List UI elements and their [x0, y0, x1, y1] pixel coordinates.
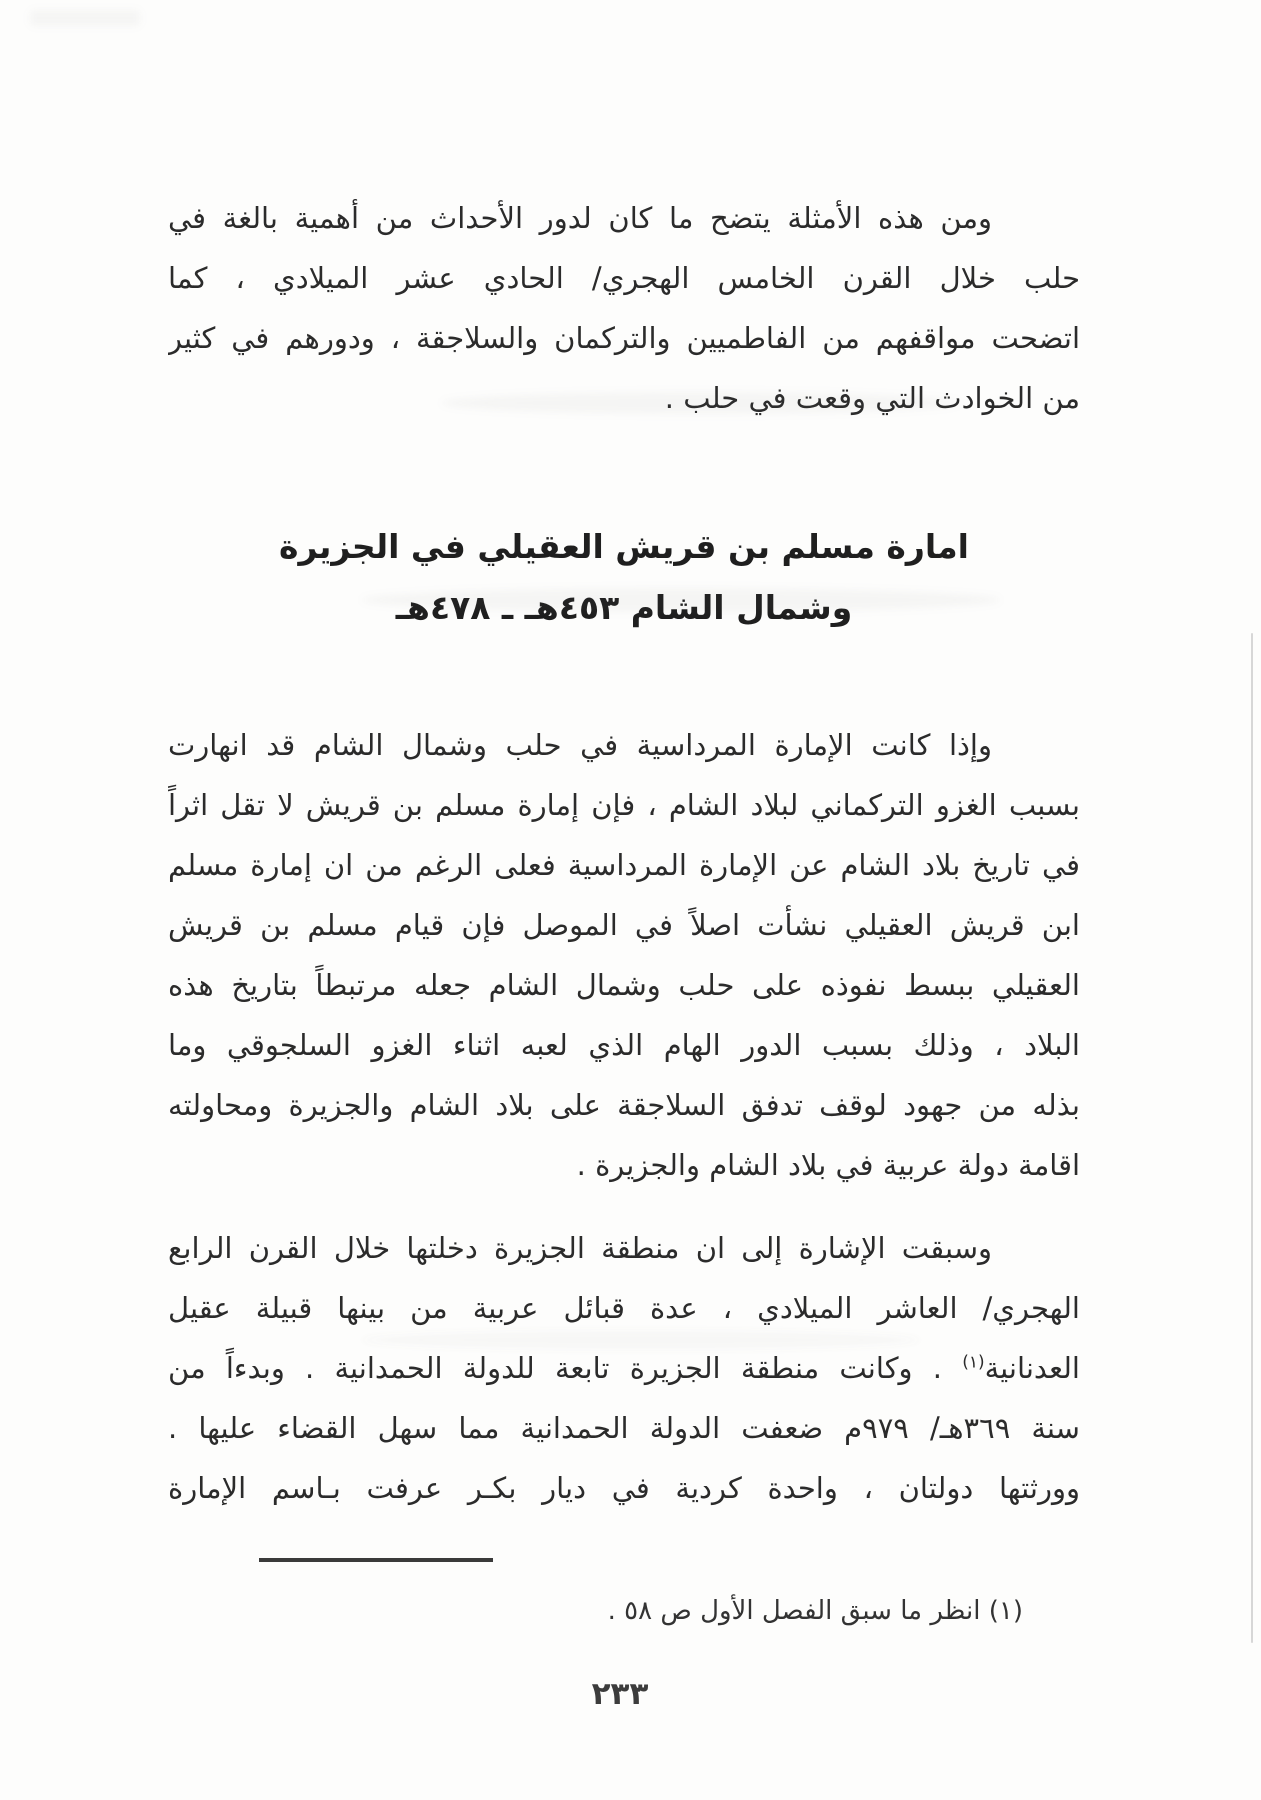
page-number: ٢٣٣	[591, 1676, 649, 1712]
text-line: الهجري/ العاشر الميلادي ، عدة قبائل عربية من بينها قبيلة عقيل	[168, 1291, 1080, 1325]
text-line: من الخوادث التي وقعت في حلب .	[664, 381, 1080, 415]
text-line: بذله من جهود لوقف تدفق السلاجقة على بلاد الشام والجزيرة ومحاولته	[168, 1088, 1080, 1122]
text-line: بسبب الغزو التركماني لبلاد الشام ، فإن إمارة مسلم بن قريش لا تقل اثراً	[168, 788, 1080, 822]
footnote-text: (١) انظر ما سبق الفصل الأول ص ٥٨ .	[607, 1596, 1023, 1626]
footnote-divider	[259, 1558, 493, 1562]
footnote-reference-marker: (١)	[962, 1352, 985, 1373]
text-line: البلاد ، وذلك بسبب الدور الهام الذي لعبه اثناء الغزو السلجوقي وما	[168, 1028, 1080, 1062]
text-line: سنة ٣٦٩هـ/ ٩٧٩م ضعفت الدولة الحمدانية مما سهل القضاء عليها .	[168, 1411, 1080, 1445]
text-line: اتضحت مواقفهم من الفاطميين والتركمان والسلاجقة ، ودورهم في كثير	[168, 321, 1080, 355]
scan-smudge-artifact	[30, 10, 140, 26]
text-segment: العدنانية	[984, 1351, 1080, 1385]
second-paragraph	[168, 1218, 1080, 1518]
scan-edge-line-artifact	[1251, 633, 1253, 1643]
intro-paragraph	[168, 188, 1080, 428]
text-line: وإذا كانت الإمارة المرداسية في حلب وشمال الشام قد انهارت	[168, 728, 992, 762]
text-line: في تاريخ بلاد الشام عن الإمارة المرداسية فعلى الرغم من ان إمارة مسلم	[168, 848, 1080, 882]
section-heading	[168, 516, 1080, 638]
text-line: حلب خلال القرن الخامس الهجري/ الحادي عشر الميلادي ، كما	[168, 261, 1080, 295]
text-line: وسبقت الإشارة إلى ان منطقة الجزيرة دخلتها خلال القرن الرابع	[168, 1231, 992, 1265]
text-line-with-footnote-ref	[168, 1338, 1080, 1398]
text-line: ومن هذه الأمثلة يتضح ما كان لدور الأحداث من أهمية بالغة في	[168, 201, 992, 235]
text-line: اقامة دولة عربية في بلاد الشام والجزيرة .	[576, 1148, 1080, 1182]
body-paragraph	[168, 715, 1080, 1195]
section-heading-line-1: امارة مسلم بن قريش العقيلي في الجزيرة	[279, 527, 969, 566]
text-line: ابن قريش العقيلي نشأت اصلاً في الموصل فإن قيام مسلم بن قريش	[168, 908, 1080, 942]
text-line: العقيلي ببسط نفوذه على حلب وشمال الشام جعله مرتبطاً بتاريخ هذه	[168, 968, 1080, 1002]
text-line: وورثتها دولتان ، واحدة كردية في ديار بكـر عرفت بـاسم الإمارة	[168, 1471, 1080, 1505]
text-segment: . وكانت منطقة الجزيرة تابعة للدولة الحمدانية . وبدءاً من	[168, 1351, 963, 1385]
section-heading-line-2: وشمال الشام ٤٥٣هـ ـ ٤٧٨هـ	[395, 588, 853, 627]
